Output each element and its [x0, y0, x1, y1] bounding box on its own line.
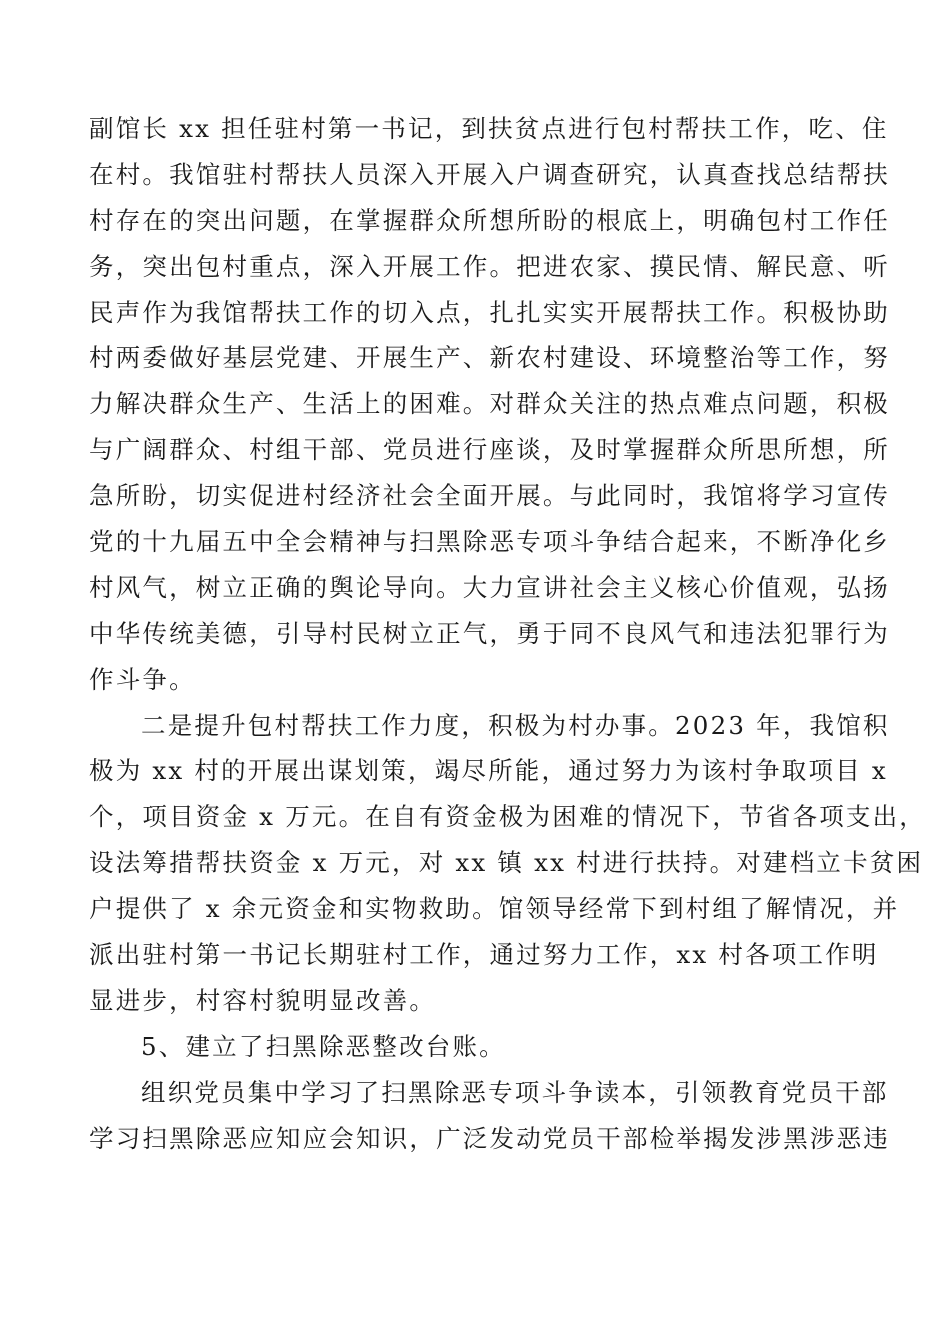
- text-line: 学习扫黑除恶应知应会知识，广泛发动党员干部检举揭发涉黑涉恶违: [89, 1123, 890, 1153]
- text-line: 村存在的突出问题，在掌握群众所想所盼的根底上，明确包村工作任: [89, 205, 890, 235]
- text-line: 村风气，树立正确的舆论导向。大力宣讲社会主义核心价值观，弘扬: [89, 572, 890, 602]
- document-body: [89, 106, 926, 1161]
- text-line: 户提供了 x 余元资金和实物救助。馆领导经常下到村组了解情况，并: [89, 894, 900, 924]
- text-line: 组织党员集中学习了扫黑除恶专项斗争读本，引领教育党员干部: [141, 1077, 889, 1107]
- text-line: 二是提升包村帮扶工作力度，积极为村办事。2023 年，我馆积: [141, 710, 890, 740]
- text-line: 设法筹措帮扶资金 x 万元，对 xx 镇 xx 村进行扶持。对建档立卡贫困: [89, 848, 924, 878]
- text-line: 村两委做好基层党建、开展生产、新农村建设、环境整治等工作，努: [89, 343, 890, 373]
- text-line: 民声作为我馆帮扶工作的切入点，扎扎实实开展帮扶工作。积极协助: [89, 297, 890, 327]
- text-line: 作斗争。: [89, 664, 196, 694]
- text-line: 派出驻村第一书记长期驻村工作，通过努力工作，xx 村各项工作明: [89, 940, 879, 970]
- text-line: 急所盼，切实促进村经济社会全面开展。与此同时，我馆将学习宣传: [89, 481, 890, 511]
- text-line: 务，突出包村重点，深入开展工作。把进农家、摸民情、解民意、听: [89, 251, 890, 281]
- text-line: 极为 xx 村的开展出谋划策，竭尽所能，通过努力为该村争取项目 x: [89, 756, 888, 786]
- text-line: 副馆长 xx 担任驻村第一书记，到扶贫点进行包村帮扶工作，吃、住: [89, 114, 889, 143]
- text-line: 与广阔群众、村组干部、党员进行座谈，及时掌握群众所思所想，所: [89, 435, 890, 465]
- section-heading: 5、建立了扫黑除恶整改台账。: [141, 1031, 506, 1061]
- text-line: 在村。我馆驻村帮扶人员深入开展入户调查研究，认真查找总结帮扶: [89, 159, 890, 189]
- text-line: 力解决群众生产、生活上的困难。对群众关注的热点难点问题，积极: [89, 389, 890, 419]
- text-line: 党的十九届五中全会精神与扫黑除恶专项斗争结合起来，不断净化乡: [89, 527, 890, 557]
- text-line: 个，项目资金 x 万元。在自有资金极为困难的情况下，节省各项支出，: [89, 802, 926, 832]
- text-line: 显进步，村容村貌明显改善。: [89, 985, 437, 1015]
- text-line: 中华传统美德，引导村民树立正气，勇于同不良风气和违法犯罪行为: [89, 618, 890, 648]
